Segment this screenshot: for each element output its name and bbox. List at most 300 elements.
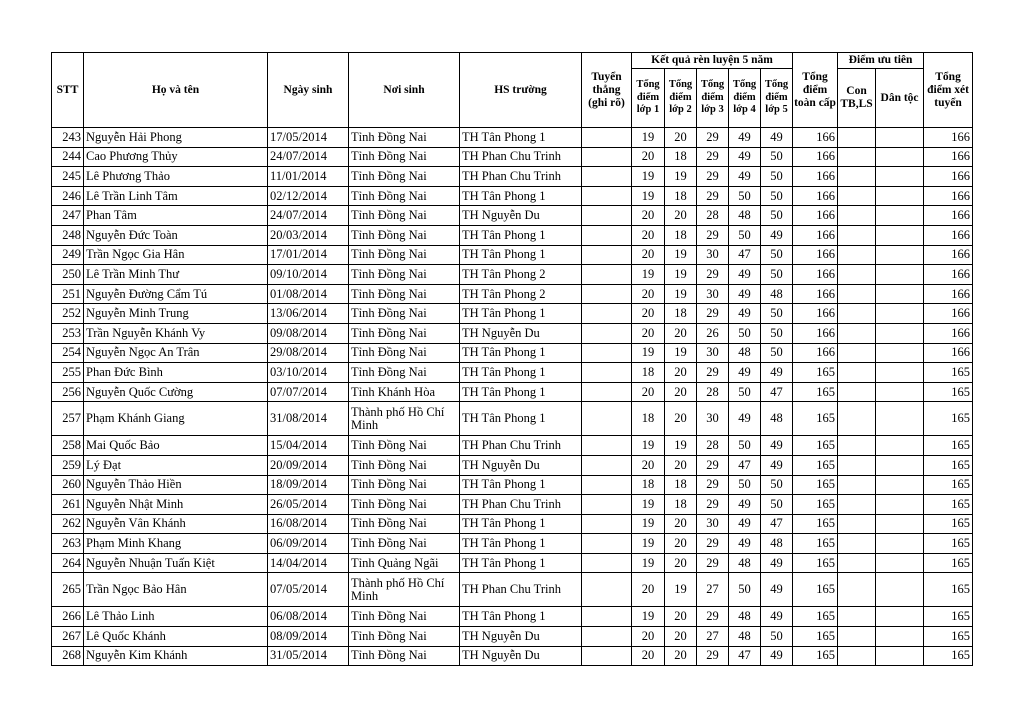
cell-birthplace: Tỉnh Đồng Nai bbox=[349, 284, 460, 304]
cell-admission-total: 165 bbox=[924, 402, 973, 436]
cell-admission-total: 166 bbox=[924, 343, 973, 363]
cell-total-level: 165 bbox=[793, 534, 838, 554]
cell-grade4: 50 bbox=[729, 186, 761, 206]
cell-grade1: 20 bbox=[632, 573, 665, 607]
cell-grade3: 28 bbox=[697, 206, 729, 226]
table-row bbox=[52, 284, 973, 304]
cell-grade3: 30 bbox=[697, 402, 729, 436]
cell-birthplace: Tỉnh Đồng Nai bbox=[349, 475, 460, 495]
cell-priority-ethnic bbox=[876, 436, 924, 456]
cell-grade2: 19 bbox=[665, 573, 697, 607]
cell-birthplace: Thành phố Hồ Chí Minh bbox=[349, 402, 460, 436]
cell-total-level: 165 bbox=[793, 627, 838, 647]
cell-priority-child bbox=[838, 553, 876, 573]
cell-grade4: 49 bbox=[729, 284, 761, 304]
header-grade4: Tổng điểm lớp 4 bbox=[729, 69, 761, 128]
cell-priority-child bbox=[838, 627, 876, 647]
cell-total-level: 166 bbox=[793, 265, 838, 285]
cell-direct bbox=[582, 147, 632, 167]
cell-total-level: 166 bbox=[793, 167, 838, 187]
cell-dob: 17/01/2014 bbox=[268, 245, 349, 265]
cell-name: Nguyễn Thảo Hiền bbox=[84, 475, 268, 495]
cell-grade4: 49 bbox=[729, 265, 761, 285]
cell-direct bbox=[582, 553, 632, 573]
cell-grade4: 49 bbox=[729, 363, 761, 383]
table-row bbox=[52, 304, 973, 324]
cell-grade1: 18 bbox=[632, 363, 665, 383]
cell-direct bbox=[582, 363, 632, 383]
cell-direct bbox=[582, 402, 632, 436]
cell-admission-total: 166 bbox=[924, 128, 973, 148]
cell-school: TH Nguyễn Du bbox=[460, 646, 582, 666]
cell-priority-ethnic bbox=[876, 553, 924, 573]
cell-grade3: 29 bbox=[697, 646, 729, 666]
cell-grade2: 19 bbox=[665, 284, 697, 304]
cell-admission-total: 166 bbox=[924, 304, 973, 324]
cell-priority-ethnic bbox=[876, 627, 924, 647]
cell-school: TH Tân Phong 1 bbox=[460, 186, 582, 206]
header-priority-ethnic: Dân tộc bbox=[876, 69, 924, 128]
cell-priority-child bbox=[838, 402, 876, 436]
cell-dob: 17/05/2014 bbox=[268, 128, 349, 148]
cell-admission-total: 166 bbox=[924, 206, 973, 226]
cell-school: TH Tân Phong 1 bbox=[460, 245, 582, 265]
table-row bbox=[52, 128, 973, 148]
header-grade2: Tổng điểm lớp 2 bbox=[665, 69, 697, 128]
cell-grade3: 28 bbox=[697, 382, 729, 402]
cell-school: TH Tân Phong 1 bbox=[460, 343, 582, 363]
cell-dob: 08/09/2014 bbox=[268, 627, 349, 647]
cell-priority-child bbox=[838, 455, 876, 475]
cell-dob: 24/07/2014 bbox=[268, 147, 349, 167]
cell-grade3: 27 bbox=[697, 627, 729, 647]
table-body bbox=[52, 128, 973, 666]
cell-school: TH Phan Chu Trinh bbox=[460, 573, 582, 607]
cell-dob: 20/03/2014 bbox=[268, 225, 349, 245]
cell-priority-ethnic bbox=[876, 495, 924, 515]
cell-total-level: 166 bbox=[793, 304, 838, 324]
cell-priority-ethnic bbox=[876, 284, 924, 304]
cell-grade4: 47 bbox=[729, 646, 761, 666]
cell-grade2: 19 bbox=[665, 167, 697, 187]
cell-priority-child bbox=[838, 646, 876, 666]
cell-priority-ethnic bbox=[876, 186, 924, 206]
cell-direct bbox=[582, 607, 632, 627]
cell-stt: 245 bbox=[52, 167, 84, 187]
cell-grade3: 29 bbox=[697, 128, 729, 148]
cell-total-level: 165 bbox=[793, 607, 838, 627]
cell-birthplace: Tỉnh Đồng Nai bbox=[349, 167, 460, 187]
cell-school: TH Tân Phong 2 bbox=[460, 265, 582, 285]
header-dob: Ngày sinh bbox=[268, 53, 349, 128]
cell-grade2: 20 bbox=[665, 514, 697, 534]
cell-priority-ethnic bbox=[876, 167, 924, 187]
cell-name: Phạm Minh Khang bbox=[84, 534, 268, 554]
cell-dob: 14/04/2014 bbox=[268, 553, 349, 573]
table-row bbox=[52, 225, 973, 245]
cell-grade2: 18 bbox=[665, 475, 697, 495]
cell-grade5: 47 bbox=[761, 382, 793, 402]
cell-name: Lê Thảo Linh bbox=[84, 607, 268, 627]
cell-grade4: 50 bbox=[729, 382, 761, 402]
cell-priority-ethnic bbox=[876, 607, 924, 627]
cell-grade4: 50 bbox=[729, 436, 761, 456]
header-grade1: Tổng điểm lớp 1 bbox=[632, 69, 665, 128]
cell-grade1: 18 bbox=[632, 402, 665, 436]
cell-priority-child bbox=[838, 323, 876, 343]
cell-grade5: 49 bbox=[761, 553, 793, 573]
cell-birthplace: Tỉnh Đồng Nai bbox=[349, 646, 460, 666]
cell-grade4: 48 bbox=[729, 627, 761, 647]
cell-name: Mai Quốc Bảo bbox=[84, 436, 268, 456]
table-row bbox=[52, 147, 973, 167]
cell-priority-ethnic bbox=[876, 475, 924, 495]
cell-priority-ethnic bbox=[876, 128, 924, 148]
cell-admission-total: 165 bbox=[924, 514, 973, 534]
cell-school: TH Tân Phong 1 bbox=[460, 304, 582, 324]
table-row bbox=[52, 553, 973, 573]
cell-school: TH Tân Phong 1 bbox=[460, 475, 582, 495]
cell-direct bbox=[582, 128, 632, 148]
cell-grade4: 48 bbox=[729, 553, 761, 573]
table-row bbox=[52, 167, 973, 187]
cell-stt: 268 bbox=[52, 646, 84, 666]
cell-school: TH Phan Chu Trinh bbox=[460, 167, 582, 187]
cell-admission-total: 166 bbox=[924, 245, 973, 265]
cell-school: TH Phan Chu Trinh bbox=[460, 495, 582, 515]
cell-direct bbox=[582, 304, 632, 324]
cell-dob: 03/10/2014 bbox=[268, 363, 349, 383]
cell-name: Nguyễn Hải Phong bbox=[84, 128, 268, 148]
cell-direct bbox=[582, 343, 632, 363]
cell-grade1: 20 bbox=[632, 646, 665, 666]
cell-school: TH Tân Phong 1 bbox=[460, 363, 582, 383]
cell-dob: 07/07/2014 bbox=[268, 382, 349, 402]
cell-direct bbox=[582, 382, 632, 402]
cell-school: TH Tân Phong 1 bbox=[460, 514, 582, 534]
cell-birthplace: Tỉnh Đồng Nai bbox=[349, 206, 460, 226]
cell-grade1: 19 bbox=[632, 265, 665, 285]
cell-birthplace: Tỉnh Đồng Nai bbox=[349, 343, 460, 363]
header-grade5: Tổng điểm lớp 5 bbox=[761, 69, 793, 128]
cell-stt: 249 bbox=[52, 245, 84, 265]
cell-dob: 31/05/2014 bbox=[268, 646, 349, 666]
cell-priority-ethnic bbox=[876, 646, 924, 666]
cell-admission-total: 165 bbox=[924, 363, 973, 383]
cell-priority-child bbox=[838, 514, 876, 534]
cell-grade2: 20 bbox=[665, 206, 697, 226]
cell-priority-child bbox=[838, 186, 876, 206]
cell-grade3: 29 bbox=[697, 167, 729, 187]
cell-admission-total: 166 bbox=[924, 167, 973, 187]
cell-birthplace: Tỉnh Đồng Nai bbox=[349, 186, 460, 206]
cell-grade1: 20 bbox=[632, 304, 665, 324]
cell-total-level: 165 bbox=[793, 495, 838, 515]
cell-direct bbox=[582, 495, 632, 515]
table-row bbox=[52, 343, 973, 363]
cell-total-level: 165 bbox=[793, 382, 838, 402]
cell-grade1: 20 bbox=[632, 455, 665, 475]
cell-priority-child bbox=[838, 284, 876, 304]
cell-grade1: 19 bbox=[632, 514, 665, 534]
cell-grade2: 19 bbox=[665, 265, 697, 285]
cell-birthplace: Tỉnh Đồng Nai bbox=[349, 514, 460, 534]
cell-priority-ethnic bbox=[876, 147, 924, 167]
cell-school: TH Nguyễn Du bbox=[460, 323, 582, 343]
cell-admission-total: 166 bbox=[924, 265, 973, 285]
cell-name: Nguyễn Minh Trung bbox=[84, 304, 268, 324]
cell-dob: 20/09/2014 bbox=[268, 455, 349, 475]
table-row bbox=[52, 627, 973, 647]
cell-grade3: 27 bbox=[697, 573, 729, 607]
cell-grade3: 30 bbox=[697, 245, 729, 265]
cell-name: Trần Ngọc Bảo Hân bbox=[84, 573, 268, 607]
cell-grade5: 47 bbox=[761, 514, 793, 534]
cell-grade2: 18 bbox=[665, 147, 697, 167]
cell-direct bbox=[582, 167, 632, 187]
cell-direct bbox=[582, 475, 632, 495]
cell-school: TH Tân Phong 1 bbox=[460, 402, 582, 436]
cell-dob: 07/05/2014 bbox=[268, 573, 349, 607]
cell-grade1: 19 bbox=[632, 436, 665, 456]
cell-dob: 26/05/2014 bbox=[268, 495, 349, 515]
cell-grade4: 49 bbox=[729, 534, 761, 554]
cell-birthplace: Tỉnh Đồng Nai bbox=[349, 627, 460, 647]
cell-dob: 13/06/2014 bbox=[268, 304, 349, 324]
cell-admission-total: 165 bbox=[924, 646, 973, 666]
cell-grade5: 49 bbox=[761, 436, 793, 456]
cell-stt: 246 bbox=[52, 186, 84, 206]
cell-grade4: 48 bbox=[729, 607, 761, 627]
cell-school: TH Tân Phong 1 bbox=[460, 128, 582, 148]
cell-name: Nguyễn Nhật Minh bbox=[84, 495, 268, 515]
cell-grade1: 20 bbox=[632, 147, 665, 167]
cell-stt: 265 bbox=[52, 573, 84, 607]
cell-grade4: 50 bbox=[729, 323, 761, 343]
cell-birthplace: Tỉnh Đồng Nai bbox=[349, 534, 460, 554]
cell-name: Cao Phương Thủy bbox=[84, 147, 268, 167]
cell-total-level: 165 bbox=[793, 363, 838, 383]
cell-stt: 263 bbox=[52, 534, 84, 554]
cell-total-level: 165 bbox=[793, 514, 838, 534]
cell-grade5: 49 bbox=[761, 128, 793, 148]
header-priority-group: Điểm ưu tiên bbox=[838, 53, 924, 69]
cell-grade2: 20 bbox=[665, 534, 697, 554]
cell-grade2: 18 bbox=[665, 304, 697, 324]
cell-stt: 252 bbox=[52, 304, 84, 324]
cell-grade1: 19 bbox=[632, 607, 665, 627]
header-direct-admission: Tuyển thẳng (ghi rõ) bbox=[582, 53, 632, 128]
cell-grade5: 49 bbox=[761, 607, 793, 627]
cell-name: Lê Trần Linh Tâm bbox=[84, 186, 268, 206]
cell-direct bbox=[582, 534, 632, 554]
cell-admission-total: 165 bbox=[924, 534, 973, 554]
cell-total-level: 166 bbox=[793, 186, 838, 206]
cell-total-level: 165 bbox=[793, 436, 838, 456]
cell-direct bbox=[582, 265, 632, 285]
cell-dob: 15/04/2014 bbox=[268, 436, 349, 456]
cell-priority-ethnic bbox=[876, 402, 924, 436]
cell-name: Nguyễn Nhuận Tuấn Kiệt bbox=[84, 553, 268, 573]
cell-grade1: 19 bbox=[632, 343, 665, 363]
cell-total-level: 165 bbox=[793, 475, 838, 495]
cell-school: TH Tân Phong 1 bbox=[460, 225, 582, 245]
table-row bbox=[52, 514, 973, 534]
cell-school: TH Tân Phong 1 bbox=[460, 553, 582, 573]
table-row bbox=[52, 186, 973, 206]
cell-grade5: 50 bbox=[761, 475, 793, 495]
cell-dob: 09/10/2014 bbox=[268, 265, 349, 285]
cell-name: Phan Đức Bình bbox=[84, 363, 268, 383]
cell-name: Lê Quốc Khánh bbox=[84, 627, 268, 647]
cell-grade5: 49 bbox=[761, 455, 793, 475]
cell-birthplace: Tỉnh Đồng Nai bbox=[349, 265, 460, 285]
cell-grade3: 29 bbox=[697, 553, 729, 573]
table-row bbox=[52, 402, 973, 436]
cell-dob: 06/08/2014 bbox=[268, 607, 349, 627]
cell-admission-total: 166 bbox=[924, 284, 973, 304]
cell-school: TH Phan Chu Trinh bbox=[460, 436, 582, 456]
admission-results-table bbox=[51, 52, 973, 666]
cell-direct bbox=[582, 323, 632, 343]
cell-name: Phạm Khánh Giang bbox=[84, 402, 268, 436]
cell-priority-child bbox=[838, 245, 876, 265]
cell-total-level: 166 bbox=[793, 225, 838, 245]
table-row bbox=[52, 455, 973, 475]
cell-total-level: 166 bbox=[793, 128, 838, 148]
cell-grade3: 29 bbox=[697, 363, 729, 383]
cell-grade5: 48 bbox=[761, 402, 793, 436]
cell-grade2: 20 bbox=[665, 607, 697, 627]
cell-grade3: 30 bbox=[697, 284, 729, 304]
cell-grade5: 49 bbox=[761, 646, 793, 666]
cell-grade5: 50 bbox=[761, 206, 793, 226]
cell-priority-child bbox=[838, 363, 876, 383]
cell-dob: 31/08/2014 bbox=[268, 402, 349, 436]
cell-school: TH Tân Phong 1 bbox=[460, 382, 582, 402]
cell-grade3: 30 bbox=[697, 343, 729, 363]
cell-total-level: 166 bbox=[793, 147, 838, 167]
cell-name: Lý Đạt bbox=[84, 455, 268, 475]
cell-total-level: 166 bbox=[793, 245, 838, 265]
cell-direct bbox=[582, 573, 632, 607]
cell-stt: 264 bbox=[52, 553, 84, 573]
cell-total-level: 166 bbox=[793, 343, 838, 363]
cell-stt: 251 bbox=[52, 284, 84, 304]
cell-priority-child bbox=[838, 343, 876, 363]
header-grade3: Tổng điểm lớp 3 bbox=[697, 69, 729, 128]
cell-birthplace: Thành phố Hồ Chí Minh bbox=[349, 573, 460, 607]
cell-name: Trần Ngọc Gia Hân bbox=[84, 245, 268, 265]
cell-dob: 02/12/2014 bbox=[268, 186, 349, 206]
cell-birthplace: Tỉnh Đồng Nai bbox=[349, 607, 460, 627]
cell-school: TH Nguyễn Du bbox=[460, 206, 582, 226]
cell-dob: 16/08/2014 bbox=[268, 514, 349, 534]
cell-grade2: 18 bbox=[665, 495, 697, 515]
cell-admission-total: 166 bbox=[924, 323, 973, 343]
cell-dob: 06/09/2014 bbox=[268, 534, 349, 554]
cell-name: Nguyễn Vân Khánh bbox=[84, 514, 268, 534]
cell-grade3: 29 bbox=[697, 225, 729, 245]
cell-grade3: 29 bbox=[697, 265, 729, 285]
cell-direct bbox=[582, 627, 632, 647]
cell-grade4: 49 bbox=[729, 147, 761, 167]
cell-priority-child bbox=[838, 607, 876, 627]
cell-grade5: 50 bbox=[761, 627, 793, 647]
cell-grade2: 18 bbox=[665, 225, 697, 245]
cell-name: Phan Tâm bbox=[84, 206, 268, 226]
cell-priority-ethnic bbox=[876, 304, 924, 324]
cell-admission-total: 165 bbox=[924, 607, 973, 627]
cell-dob: 29/08/2014 bbox=[268, 343, 349, 363]
cell-direct bbox=[582, 284, 632, 304]
cell-school: TH Nguyễn Du bbox=[460, 627, 582, 647]
cell-name: Lê Phương Thảo bbox=[84, 167, 268, 187]
cell-priority-ethnic bbox=[876, 514, 924, 534]
cell-grade2: 20 bbox=[665, 455, 697, 475]
header-name: Họ và tên bbox=[84, 53, 268, 128]
cell-grade3: 29 bbox=[697, 147, 729, 167]
cell-grade1: 19 bbox=[632, 553, 665, 573]
cell-stt: 247 bbox=[52, 206, 84, 226]
cell-grade4: 49 bbox=[729, 402, 761, 436]
cell-birthplace: Tỉnh Đồng Nai bbox=[349, 436, 460, 456]
table-row bbox=[52, 495, 973, 515]
cell-priority-child bbox=[838, 495, 876, 515]
cell-name: Nguyễn Đường Cẩm Tú bbox=[84, 284, 268, 304]
cell-stt: 255 bbox=[52, 363, 84, 383]
cell-grade4: 47 bbox=[729, 245, 761, 265]
table-row bbox=[52, 534, 973, 554]
cell-grade1: 20 bbox=[632, 284, 665, 304]
header-school: HS trường bbox=[460, 53, 582, 128]
cell-grade1: 19 bbox=[632, 128, 665, 148]
cell-priority-child bbox=[838, 304, 876, 324]
cell-direct bbox=[582, 436, 632, 456]
table-row bbox=[52, 573, 973, 607]
cell-total-level: 165 bbox=[793, 573, 838, 607]
cell-grade2: 20 bbox=[665, 323, 697, 343]
header-admission-total: Tổng điểm xét tuyển bbox=[924, 53, 973, 128]
cell-birthplace: Tỉnh Đồng Nai bbox=[349, 128, 460, 148]
cell-priority-child bbox=[838, 534, 876, 554]
cell-stt: 266 bbox=[52, 607, 84, 627]
cell-stt: 258 bbox=[52, 436, 84, 456]
cell-total-level: 166 bbox=[793, 206, 838, 226]
cell-grade1: 18 bbox=[632, 475, 665, 495]
cell-priority-ethnic bbox=[876, 206, 924, 226]
cell-grade2: 19 bbox=[665, 245, 697, 265]
cell-school: TH Nguyễn Du bbox=[460, 455, 582, 475]
cell-stt: 248 bbox=[52, 225, 84, 245]
cell-grade5: 50 bbox=[761, 323, 793, 343]
cell-birthplace: Tỉnh Đồng Nai bbox=[349, 495, 460, 515]
cell-grade4: 49 bbox=[729, 495, 761, 515]
cell-grade4: 50 bbox=[729, 225, 761, 245]
cell-direct bbox=[582, 514, 632, 534]
cell-grade2: 20 bbox=[665, 128, 697, 148]
cell-grade5: 49 bbox=[761, 573, 793, 607]
table-row bbox=[52, 363, 973, 383]
cell-admission-total: 166 bbox=[924, 147, 973, 167]
cell-grade1: 20 bbox=[632, 382, 665, 402]
header-results-group: Kết quả rèn luyện 5 năm bbox=[632, 53, 793, 69]
cell-grade2: 20 bbox=[665, 553, 697, 573]
cell-grade5: 50 bbox=[761, 343, 793, 363]
table-row bbox=[52, 265, 973, 285]
cell-total-level: 165 bbox=[793, 646, 838, 666]
cell-stt: 254 bbox=[52, 343, 84, 363]
